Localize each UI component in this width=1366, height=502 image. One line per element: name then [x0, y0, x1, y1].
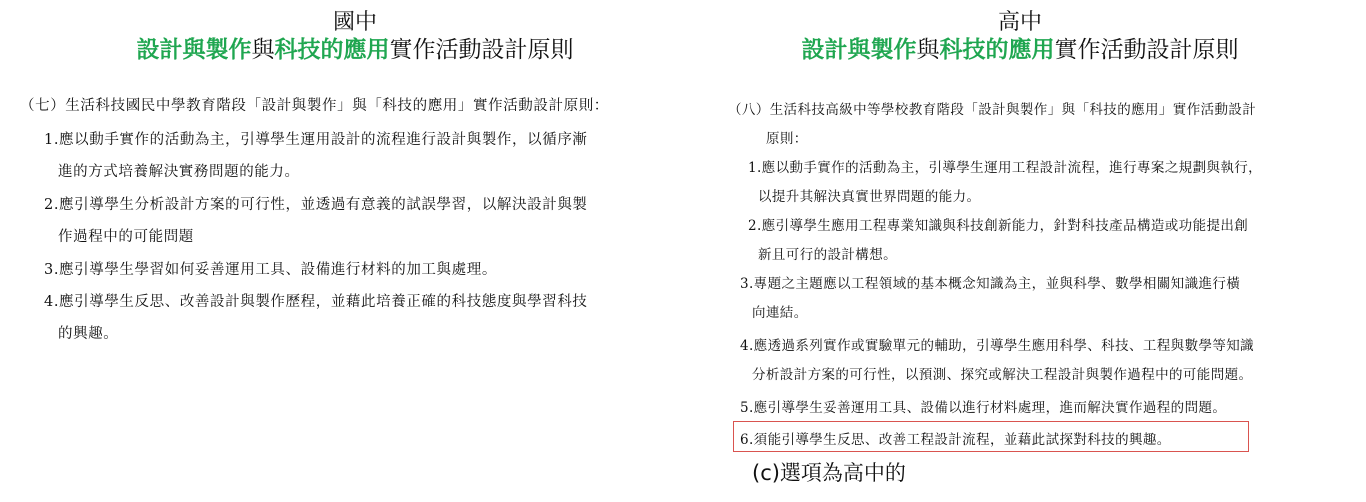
right-doc-line: 新且可行的設計構想。 — [758, 247, 897, 263]
right-doc-line: 向連結。 — [752, 305, 808, 321]
right-doc-line: （八）生活科技高級中等學校教育階段「設計與製作」與「科技的應用」實作活動設計 — [728, 102, 1257, 118]
left-headline — [100, 36, 610, 64]
left-doc-line: 3.應引導學生學習如何妥善運用工具、設備進行材料的加工與處理。 — [44, 262, 497, 278]
right-level-label: 高中 — [997, 10, 1042, 35]
left-doc-line: 的興趣。 — [58, 326, 119, 342]
right-doc-line: 以提升其解決真實世界問題的能力。 — [758, 189, 981, 205]
left-headline-part1: 設計與製作 — [136, 37, 252, 63]
right-headline-part4: 實作活動設計原則 — [1054, 37, 1239, 63]
right-headline-part3: 科技的應用 — [939, 37, 1055, 63]
right-headline-part1: 設計與製作 — [801, 37, 917, 63]
right-doc-line: 2.應引導學生應用工程專業知識與科技創新能力，針對科技產品構造或功能提出創 — [748, 218, 1249, 234]
right-doc-line: 1.應以動手實作的活動為主，引導學生運用工程設計流程，進行專案之規劃與執行， — [748, 160, 1263, 176]
left-headline-part2: 與 — [251, 37, 275, 63]
right-doc-line: 分析設計方案的可行性，以預測、探究或解決工程設計與製作過程中的可能問題。 — [752, 367, 1253, 383]
left-doc-line: （七）生活科技國民中學教育階段「設計與製作」與「科技的應用」實作活動設計原則： — [20, 98, 609, 114]
right-headline-part2: 與 — [916, 37, 940, 63]
right-doc-line: 5.應引導學生妥善運用工具、設備以進行材料處理，進而解決實作過程的問題。 — [740, 400, 1227, 416]
right-doc-line: 6.須能引導學生反思、改善工程設計流程，並藉此試探對科技的興趣。 — [740, 432, 1171, 448]
left-headline-part4: 實作活動設計原則 — [389, 37, 574, 63]
right-title-block — [765, 10, 1275, 64]
left-level-label: 國中 — [332, 10, 377, 35]
left-doc-line: 1.應以動手實作的活動為主，引導學生運用設計的流程進行設計與製作，以循序漸 — [44, 132, 588, 148]
right-doc-line: 原則： — [766, 131, 808, 147]
answer-note: (c)選項為高中的 — [752, 461, 906, 485]
left-doc-line: 2.應引導學生分析設計方案的可行性，並透過有意義的試誤學習，以解決設計與製 — [44, 197, 588, 213]
right-headline — [765, 36, 1275, 64]
left-doc-line: 作過程中的可能問題 — [58, 229, 194, 245]
right-doc-line: 3.專題之主題應以工程領域的基本概念知識為主，並與科學、數學相關知識進行橫 — [740, 276, 1241, 292]
left-doc-line: 4.應引導學生反思、改善設計與製作歷程，並藉此培養正確的科技態度與學習科技 — [44, 294, 588, 310]
left-headline-part3: 科技的應用 — [274, 37, 390, 63]
highlight-box — [733, 421, 1249, 452]
right-doc-line: 4.應透過系列實作或實驗單元的輔助，引導學生應用科學、科技、工程與數學等知識 — [740, 338, 1255, 354]
left-title-block — [100, 10, 610, 64]
left-doc-line: 進的方式培養解決實務問題的能力。 — [58, 164, 300, 180]
